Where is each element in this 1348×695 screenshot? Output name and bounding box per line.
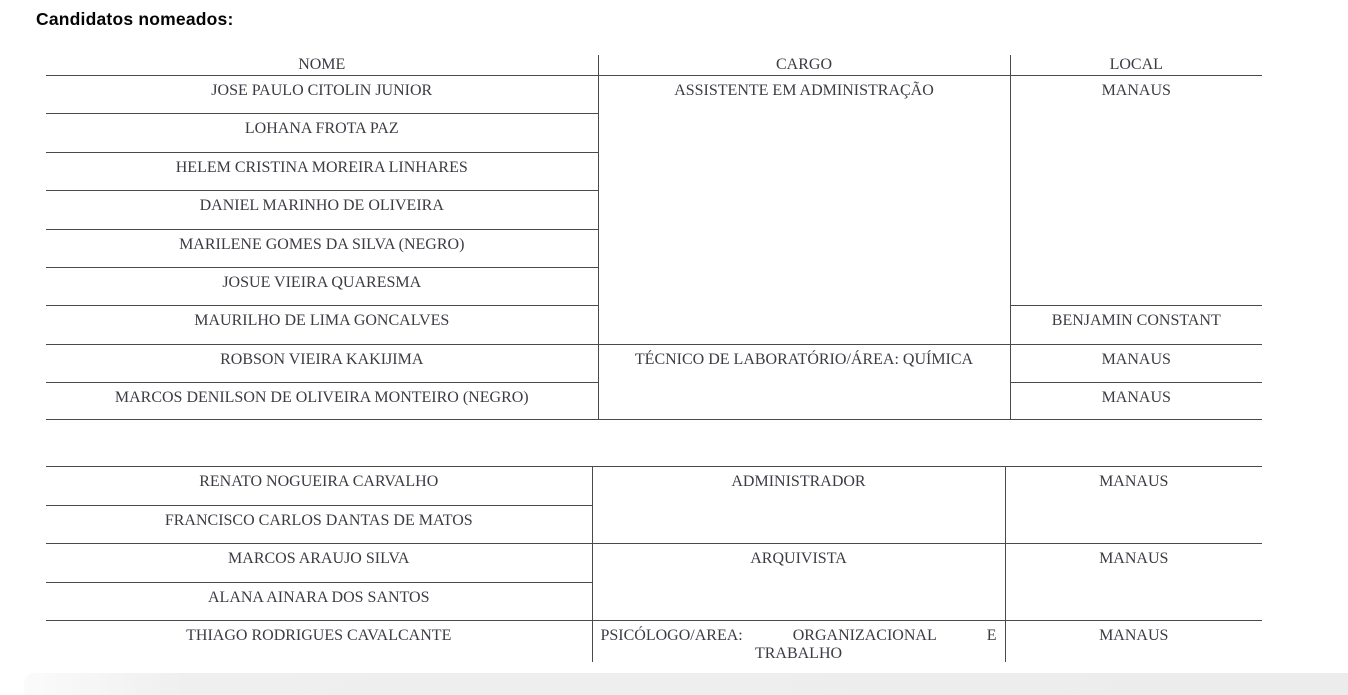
table-row <box>46 76 1262 114</box>
location-cell: MANAUS <box>1005 621 1262 663</box>
position-segment: ORGANIZACIONAL <box>792 627 937 644</box>
location-cell: MANAUS <box>1005 467 1262 544</box>
name-cell: MARCOS ARAUJO SILVA <box>46 544 592 583</box>
candidates-table-upper <box>46 55 1262 420</box>
name-cell: ROBSON VIEIRA KAKIJIMA <box>46 344 598 382</box>
table-row <box>46 344 1262 382</box>
page-title: Candidatos nomeados: <box>36 9 234 29</box>
name-cell: JOSUE VIEIRA QUARESMA <box>46 267 598 305</box>
name-cell: FRANCISCO CARLOS DANTAS DE MATOS <box>46 505 592 544</box>
position-cell: TÉCNICO DE LABORATÓRIO/ÁREA: QUÍMICA <box>598 344 1010 419</box>
table-row <box>46 544 1262 583</box>
position-cell: ARQUIVISTA <box>592 544 1005 621</box>
position-cell: ADMINISTRADOR <box>592 467 1005 544</box>
name-cell: THIAGO RODRIGUES CAVALCANTE <box>186 627 452 644</box>
name-cell: HELEM CRISTINA MOREIRA LINHARES <box>46 152 598 190</box>
location-cell: MANAUS <box>1005 544 1262 621</box>
name-cell: MARCOS DENILSON DE OLIVEIRA MONTEIRO (NEGRO) <box>46 383 598 420</box>
name-cell: LOHANA FROTA PAZ <box>46 114 598 152</box>
column-header-cargo: CARGO <box>598 55 1010 76</box>
name-cell: MAURILHO DE LIMA GONCALVES <box>46 306 598 344</box>
column-header-nome: NOME <box>46 55 598 76</box>
location-cell: MANAUS <box>1010 383 1262 420</box>
location-cell: BENJAMIN CONSTANT <box>1010 306 1262 344</box>
candidates-table-lower-clip <box>46 466 1264 662</box>
position-segment: PSICÓLOGO/AREA: <box>600 627 743 644</box>
column-header-local: LOCAL <box>1010 55 1262 76</box>
name-cell: RENATO NOGUEIRA CARVALHO <box>46 467 592 506</box>
position-cell <box>592 621 1005 663</box>
name-cell: DANIEL MARINHO DE OLIVEIRA <box>46 191 598 229</box>
table-row <box>46 467 1262 506</box>
position-wrapped-line: TRABALHO <box>754 645 843 662</box>
name-cell: JOSE PAULO CITOLIN JUNIOR <box>46 76 598 114</box>
candidates-table-lower <box>46 466 1262 662</box>
table-header-row <box>46 55 1262 76</box>
location-cell: MANAUS <box>1010 344 1262 382</box>
page-bottom-bar <box>24 673 1348 695</box>
table-row <box>46 621 1262 663</box>
position-segment: E <box>986 627 997 644</box>
position-justified-line <box>593 627 1005 645</box>
location-cell: MANAUS <box>1010 76 1262 306</box>
name-cell: MARILENE GOMES DA SILVA (NEGRO) <box>46 229 598 267</box>
name-cell: ALANA AINARA DOS SANTOS <box>46 582 592 621</box>
position-cell: ASSISTENTE EM ADMINISTRAÇÃO <box>598 76 1010 345</box>
